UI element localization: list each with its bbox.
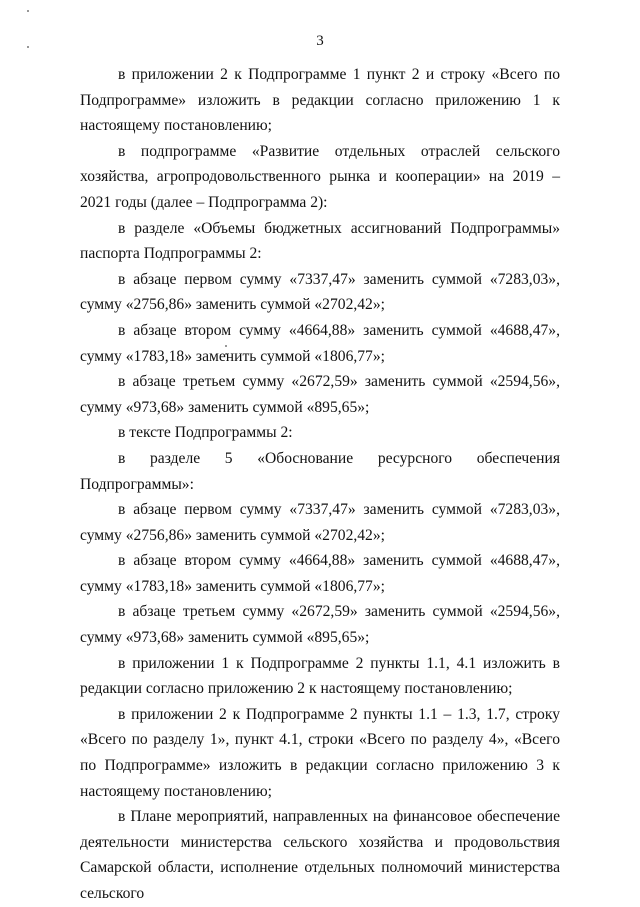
paragraph: в приложении 1 к Подпрограмме 2 пункты 1.1, 4.1 изложить в редакции согласно приложению 2 к настоящему постановлению;: [80, 654, 560, 698]
paragraph: в разделе «Объемы бюджетных ассигнований Подпрограммы» паспорта Подпрограммы 2:: [80, 219, 560, 263]
paragraph: в подпрограмме «Развитие отдельных отраслей сельского хозяйства, агропродовольственного рынка и кооперации» на 2019 – 2021 годы (далее – Подпрограмма 2):: [80, 142, 560, 211]
paragraph: в приложении 2 к Подпрограмме 1 пункт 2 и строку «Всего по Подпрограмме» изложить в редакции согласно приложению 1 к настоящему постановлению;: [80, 66, 560, 135]
paragraph: в абзаце первом сумму «7337,47» заменить суммой «7283,03», сумму «2756,86» заменить суммой «2702,42»;: [80, 270, 560, 314]
paragraph: в приложении 2 к Подпрограмме 2 пункты 1.1 – 1.3, 1.7, строку «Всего по разделу 1», пункт 4.1, строки «Всего по разделу 4», «Всего по Подпрограмме» изложить в редакции согласно приложению 3 к настоящему постановлению;: [80, 705, 560, 800]
paragraph: в абзаце первом сумму «7337,47» заменить суммой «7283,03», сумму «2756,86» заменить суммой «2702,42»;: [80, 501, 560, 544]
document-body: [80, 62, 560, 907]
paragraph: в тексте Подпрограммы 2:: [118, 424, 293, 442]
paragraph: в разделе 5 «Обоснование ресурсного обеспечения Подпрограммы»:: [80, 449, 560, 493]
paragraph: в абзаце втором сумму «4664,88» заменить суммой «4688,47», сумму «1783,18» заменить суммой «1806,77»;: [80, 321, 560, 365]
paragraph: в абзаце третьем сумму «2672,59» заменить суммой «2594,56», сумму «973,68» заменить суммой «895,65»;: [80, 603, 560, 647]
paragraph: в абзаце третьем сумму «2672,59» заменить суммой «2594,56», сумму «973,68» заменить суммой «895,65»;: [80, 373, 560, 416]
page-number: 3: [316, 33, 324, 49]
paragraph: в абзаце втором сумму «4664,88» заменить суммой «4688,47», сумму «1783,18» заменить суммой «1806,77»;: [80, 552, 560, 595]
paragraph: в Плане мероприятий, направленных на финансовое обеспечение деятельности министерства сельского хозяйства и продовольствия Самарской области, исполнение отдельных полномочий министерства сельского: [80, 808, 560, 902]
scan-speck: [27, 10, 29, 12]
